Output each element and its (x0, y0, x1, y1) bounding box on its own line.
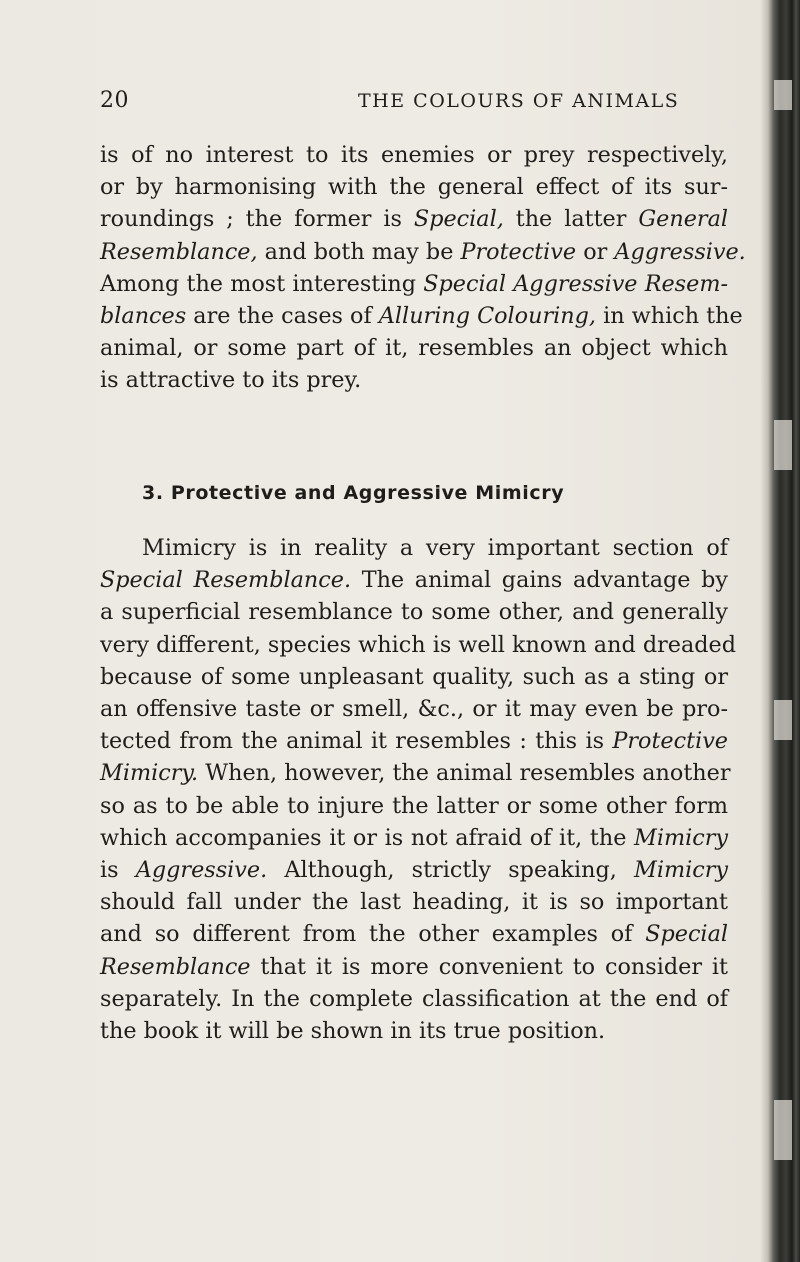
italic-phrase: Aggressive. (614, 238, 746, 265)
text-run: roundings ; the former is (100, 206, 414, 233)
italic-phrase: Mimicry (634, 824, 728, 851)
text-line (100, 596, 728, 628)
text-line (100, 332, 728, 364)
text-line (100, 300, 743, 332)
italic-phrase: Special, (413, 206, 504, 233)
text-run: so as to be able to injure the latter or some other form (100, 792, 728, 819)
text-line (100, 236, 746, 268)
text-run: tected from the animal it resembles : this is (100, 728, 613, 755)
text-run: because of some unpleasant quality, such as a sting or (100, 663, 728, 690)
page-header (100, 88, 740, 122)
text-line (100, 171, 728, 203)
text-line (100, 790, 728, 822)
book-binding-shadow (760, 0, 800, 1262)
italic-phrase: Mimicry (634, 857, 728, 884)
text-line (100, 725, 728, 757)
text-run: is attractive to its prey. (100, 367, 362, 394)
text-line (100, 693, 728, 725)
text-line (100, 918, 728, 950)
text-line (100, 822, 728, 854)
text-run: The animal gains advantage by (351, 567, 729, 594)
text-line (100, 203, 728, 235)
text-run: Although, strictly speaking, (267, 857, 635, 884)
italic-phrase: Protective (460, 238, 577, 265)
text-run: Mimicry is in reality a very important section of (142, 535, 728, 561)
text-run: When, however, the animal resembles another (198, 760, 731, 787)
text-run: that it is more convenient to consider it (250, 953, 728, 980)
paragraph-1 (100, 139, 746, 397)
text-line (100, 268, 728, 300)
text-run: which accompanies it or is not afraid of it, the (100, 824, 635, 851)
italic-phrase: blances (100, 303, 187, 330)
text-run: are the cases of (186, 303, 379, 330)
text-run: is (100, 857, 136, 884)
binding-highlight (774, 80, 792, 110)
italic-phrase: Mimicry. (100, 760, 199, 787)
paragraph-2 (100, 532, 736, 1047)
text-line (100, 139, 728, 171)
italic-phrase: Special (645, 921, 728, 948)
italic-phrase: Protective (612, 728, 728, 755)
binding-highlight (774, 1100, 792, 1160)
text-run: a superficial resemblance to some other, and generally (100, 599, 728, 626)
text-line (100, 1015, 728, 1047)
italic-phrase: Resemblance (100, 953, 251, 980)
italic-phrase: Resemblance, (100, 238, 258, 265)
text-run: and both may be (257, 238, 461, 265)
binding-highlight (774, 420, 792, 470)
text-run: is of no interest to its enemies or prey respectively, (100, 142, 728, 168)
text-line (100, 564, 728, 596)
text-line (100, 983, 728, 1015)
text-line (100, 951, 728, 983)
text-run: the latter (503, 206, 639, 233)
page-number: 20 (100, 88, 129, 113)
text-run: and so different from the other examples of (100, 921, 646, 948)
italic-phrase: Special Aggressive Resem- (423, 270, 728, 297)
italic-phrase: Alluring Colouring, (378, 303, 596, 330)
text-line (100, 532, 728, 564)
text-line (100, 854, 728, 886)
text-run: an offensive taste or smell, &c., or it may even be pro- (100, 696, 728, 723)
text-line (100, 886, 728, 918)
text-line (100, 661, 728, 693)
section-heading: 3. Protective and Aggressive Mimicry (142, 482, 565, 504)
text-run: very different, species which is well known and dreaded (100, 631, 736, 658)
text-line (100, 757, 731, 789)
text-run: or by harmonising with the general effect of its sur- (100, 174, 728, 201)
text-run: separately. In the complete classification at the end of (100, 985, 728, 1012)
text-line (100, 364, 728, 396)
italic-phrase: Aggressive. (135, 857, 268, 884)
text-run: in which the (595, 303, 743, 330)
binding-highlight (774, 700, 792, 740)
text-run: the book it will be shown in its true position. (100, 1018, 606, 1045)
text-run: animal, or some part of it, resembles an object which (100, 335, 728, 362)
running-head: THE COLOURS OF ANIMALS (358, 90, 680, 112)
text-run: Among the most interesting (100, 270, 424, 297)
text-line (100, 629, 736, 661)
italic-phrase: Special Resemblance. (100, 567, 352, 594)
text-run: should fall under the last heading, it is so important (100, 889, 728, 916)
text-run: or (576, 238, 615, 265)
italic-phrase: General (638, 206, 728, 233)
